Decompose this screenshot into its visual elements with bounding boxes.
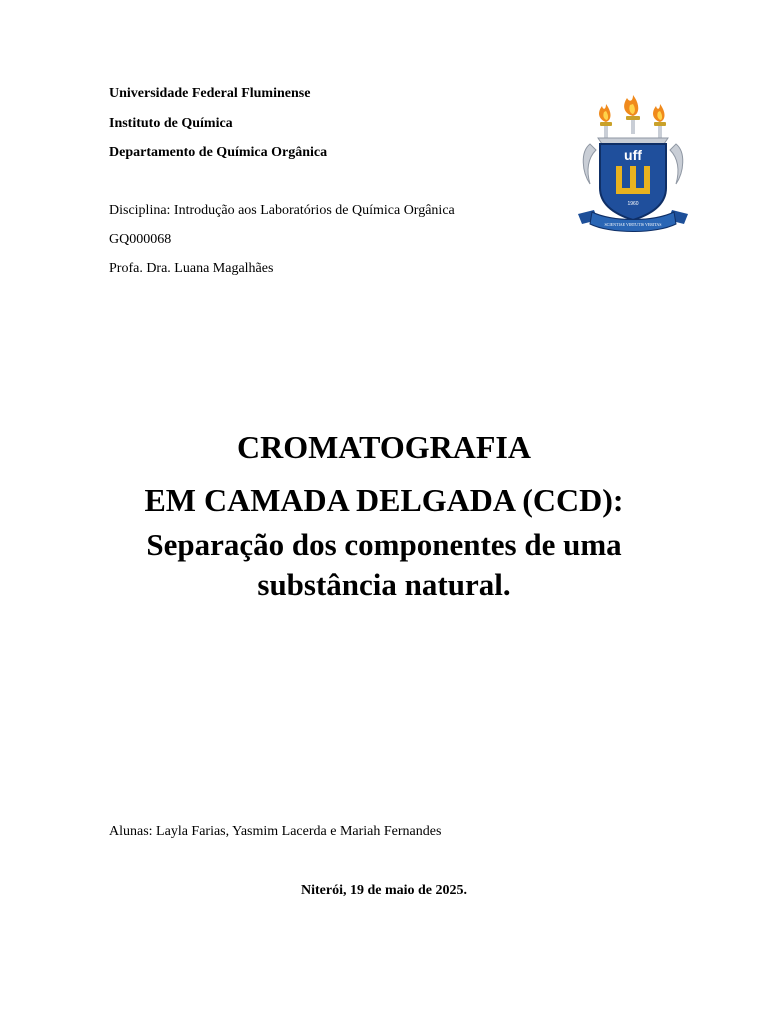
course-code: GQ000068	[109, 232, 172, 247]
logo-motto: SCIENTIAE VIRTUTIS VERITAS	[604, 222, 662, 227]
department-name: Departamento de Química Orgânica	[109, 145, 328, 160]
title-line-1: CROMATOGRAFIA	[237, 429, 531, 465]
title-line-3: Separação dos componentes de uma	[146, 527, 622, 562]
uff-logo	[572, 92, 694, 234]
title-line-2: EM CAMADA DELGADA (CCD):	[144, 482, 624, 518]
torch-left-icon	[599, 104, 612, 140]
logo-year: 1960	[627, 201, 639, 207]
professor-name: Profa. Dra. Luana Magalhães	[109, 261, 274, 276]
torch-center-icon	[624, 95, 640, 134]
students-list: Alunas: Layla Farias, Yasmim Lacerda e Mariah Fernandes	[109, 824, 442, 839]
discipline: Disciplina: Introdução aos Laboratórios de Química Orgânica	[109, 203, 455, 218]
institute-name: Instituto de Química	[109, 116, 233, 131]
university-name: Universidade Federal Fluminense	[109, 86, 311, 101]
gold-emblem-icon	[616, 166, 650, 194]
place-date: Niterói, 19 de maio de 2025.	[300, 883, 468, 898]
torch-right-icon	[653, 104, 666, 140]
uff-wordmark: uff	[624, 147, 642, 163]
title-line-4: substância natural.	[257, 567, 511, 602]
